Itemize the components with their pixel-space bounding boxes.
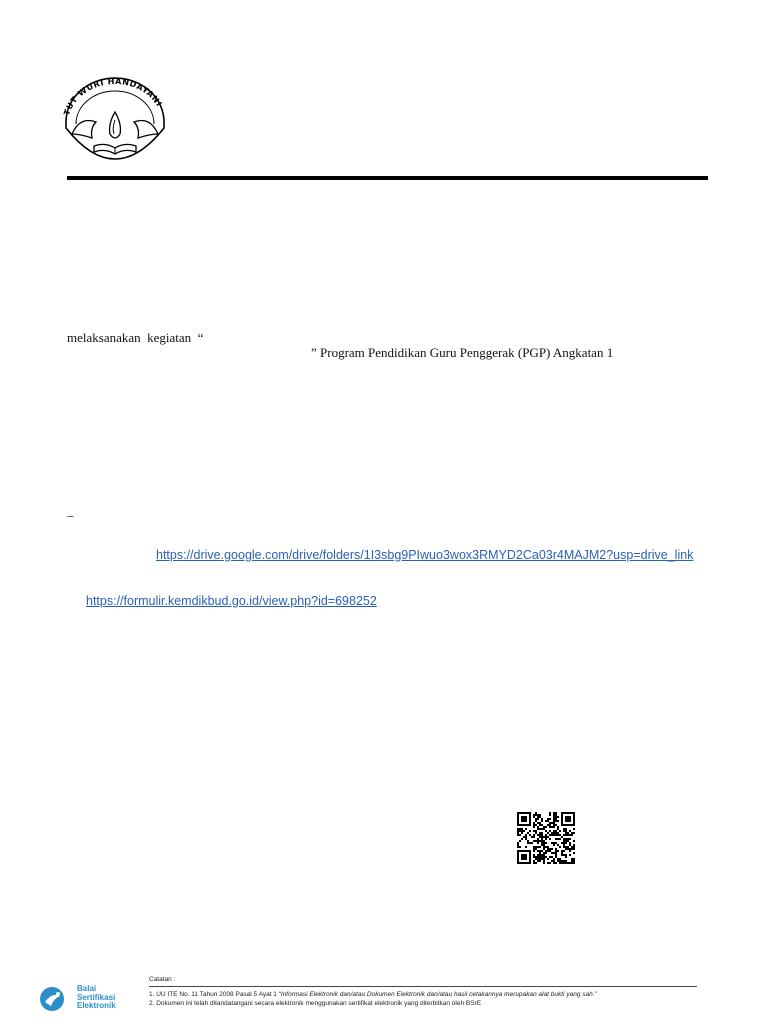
header-divider [67,176,708,180]
footer-note-2: 2. Dokumen ini telah ditandatangani secara elektronik menggunakan sertifikat elektronik yang diterbitkan oleh BSrE [149,1000,482,1007]
body-line-1: melaksanakan kegiatan “ [67,330,204,345]
drive-link[interactable]: https://drive.google.com/drive/folders/1I3sbg9PIwuo3wox3RMYD2Ca03r4MAJM2?usp=drive_link [156,548,694,562]
qr-code [517,812,575,864]
formulir-link[interactable]: https://formulir.kemdikbud.go.id/view.php?id=698252 [86,594,377,608]
bsre-name: Balai Sertifikasi Elektronik [77,984,116,1010]
footer-notes [149,976,697,1008]
body-dash: _ [67,503,74,518]
catatan-title: Catatan : [149,976,176,983]
footer-note-1: 1. UU ITE No. 11 Tahun 2008 Pasal 5 Ayat 1 “Informasi Elektronik dan/atau Dokumen Elektronik dan/atau hasil cetakannya merupakan alat bukti yang sah.” [149,991,597,998]
tut-wuri-handayani-logo [50,72,180,172]
body-line-2: ” Program Pendidikan Guru Penggerak (PGP) Angkatan 1 [311,345,614,360]
svg-text:TUT WURI HANDAYANI: TUT WURI HANDAYANI [62,76,164,117]
